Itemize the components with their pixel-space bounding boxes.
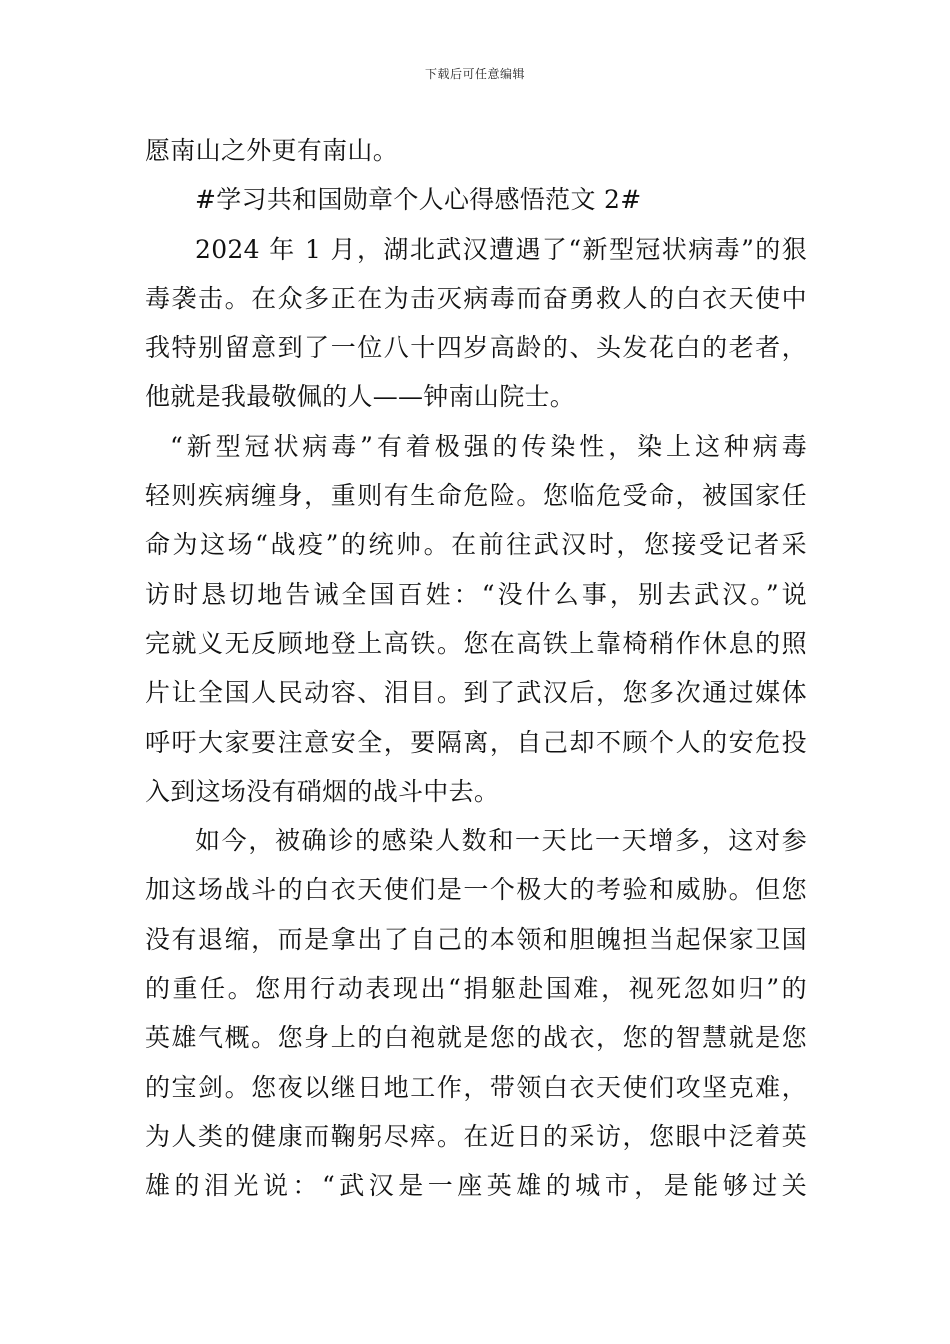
section-heading: #学习共和国勋章个人心得感悟范文 2# [195,185,642,215]
text-line: 轻则疾病缠身，重则有生命危险。您临危受命，被国家任 [145,481,807,511]
page-header: 下载后可任意编辑 [424,67,525,81]
text-line: 的宝剑。您夜以继日地工作，带领白衣天使们攻坚克难， [145,1072,807,1102]
text-line: 访时恳切地告诫全国百姓：“没什么事，别去武汉。”说 [145,579,807,609]
text-line: 片让全国人民动容、泪目。到了武汉后，您多次通过媒体 [145,678,807,708]
text-line: 完就义无反顾地登上高铁。您在高铁上靠椅稍作休息的照 [145,628,807,658]
text-line: 入到这场没有硝烟的战斗中去。 [145,776,500,806]
text-line: 愿南山之外更有南山。 [145,136,399,165]
text-line: 雄的泪光说：“武汉是一座英雄的城市，是能够过关 [145,1171,807,1201]
text-line: 为人类的健康而鞠躬尽瘁。在近日的采访，您眼中泛着英 [145,1121,807,1151]
text-line: 的重任。您用行动表现出“捐躯赴国难，视死忽如归”的 [145,974,807,1004]
document-body [145,126,807,1211]
text-line: “新型冠状病毒”有着极强的传染性，染上这种病毒 [170,431,807,461]
text-line: 毒袭击。在众多正在为击灭病毒而奋勇救人的白衣天使中 [145,283,807,313]
text-line: 呼吁大家要注意安全，要隔离，自己却不顾个人的安危投 [145,727,807,757]
text-line: 我特别留意到了一位八十四岁高龄的、头发花白的老者， [145,333,807,363]
text-line: 英雄气概。您身上的白袍就是您的战衣，您的智慧就是您 [145,1023,807,1053]
text-line: 没有退缩，而是拿出了自己的本领和胆魄担当起保家卫国 [145,924,807,954]
text-line: 加这场战斗的白衣天使们是一个极大的考验和威胁。但您 [145,875,807,905]
text-line: 命为这场“战疫”的统帅。在前往武汉时，您接受记者采 [145,530,807,560]
text-line: 如今，被确诊的感染人数和一天比一天增多，这对参 [195,826,807,856]
text-line: 2024 年 1 月，湖北武汉遭遇了“新型冠状病毒”的狠 [195,234,807,264]
text-line: 他就是我最敬佩的人——钟南山院士。 [145,382,576,412]
